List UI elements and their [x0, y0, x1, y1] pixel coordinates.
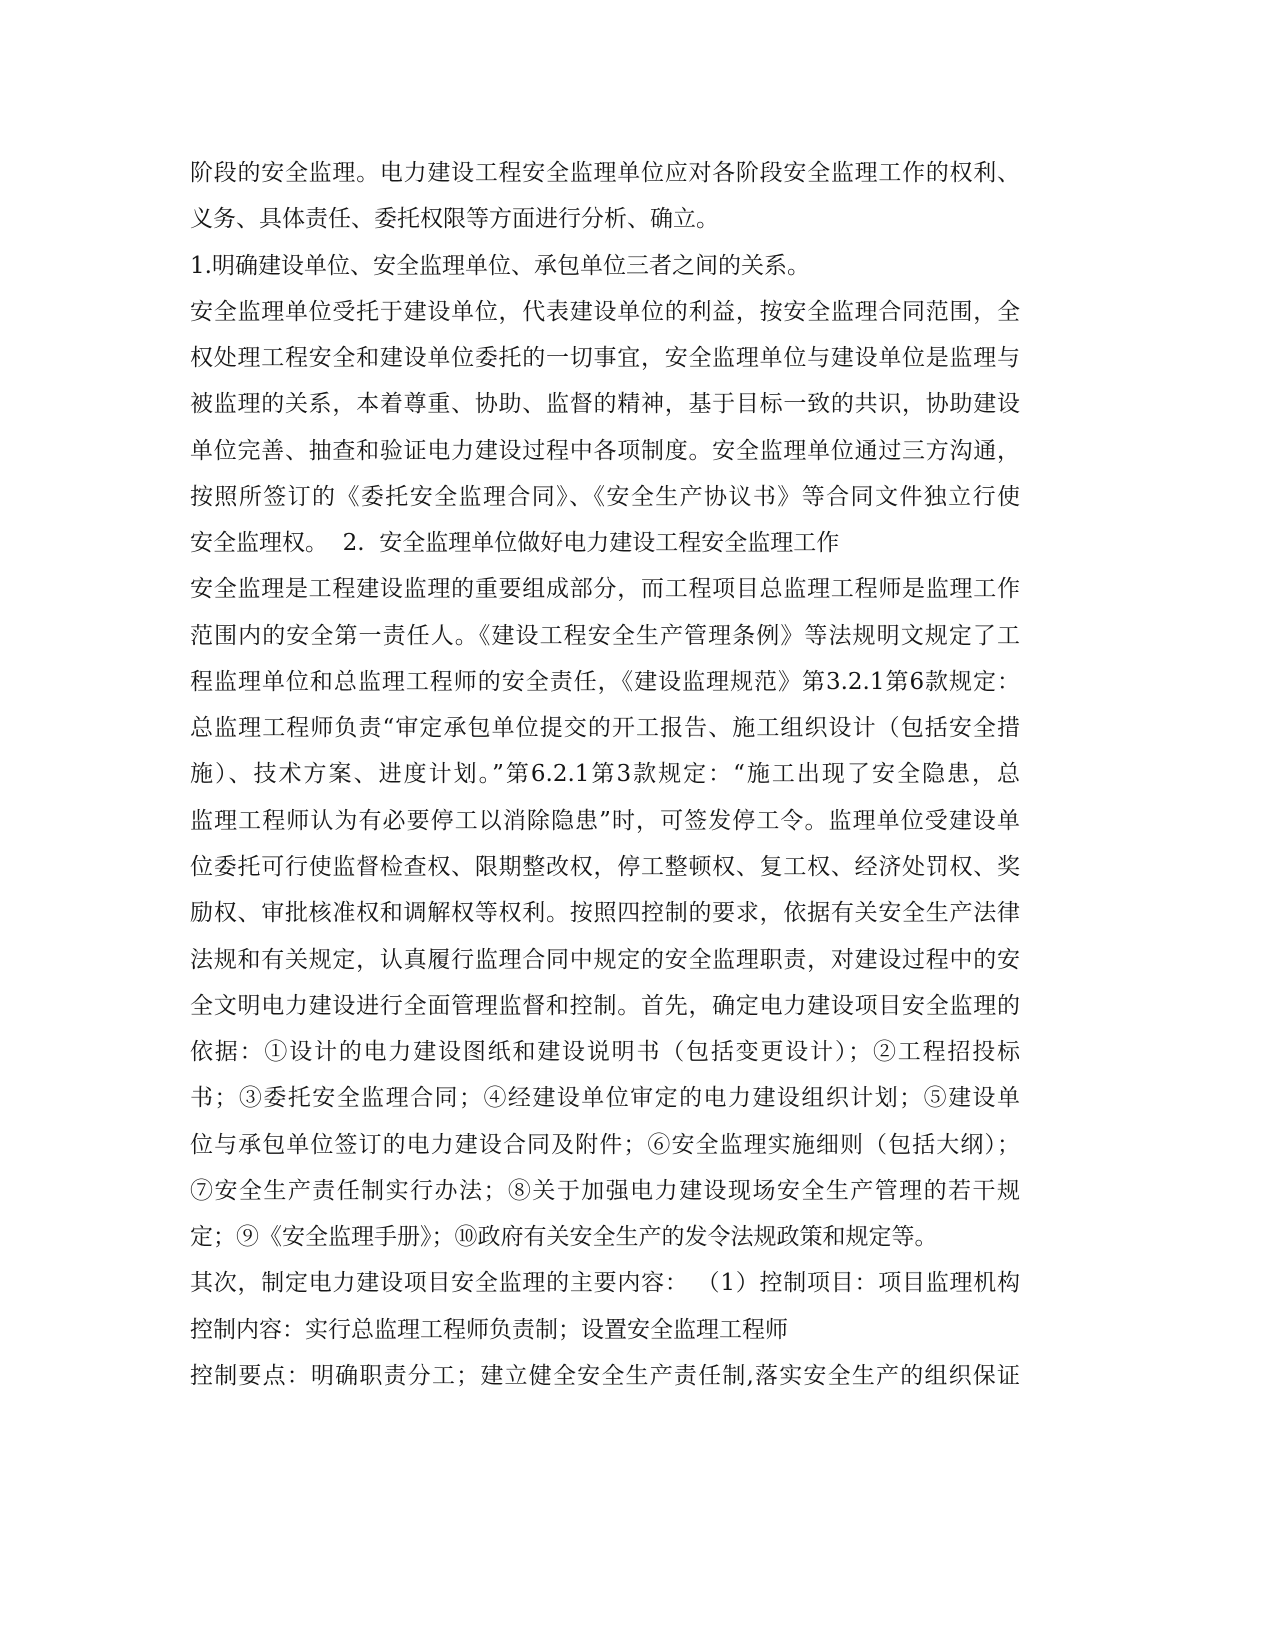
text-line: 控制要点：明确职责分工；建立健全安全生产责任制,落实安全生产的组织保证 — [190, 1362, 1020, 1389]
section-heading: 1.明确建设单位、安全监理单位、承包单位三者之间的关系。 — [190, 252, 810, 279]
text-line: 义务、具体责任、委托权限等方面进行分析、确立。 — [190, 206, 719, 233]
text-line: 按照所签订的《委托安全监理合同》、《安全生产协议书》等合同文件独立行使 — [190, 483, 1020, 510]
text-line: 权处理工程安全和建设单位委托的一切事宜，安全监理单位与建设单位是监理与 — [190, 345, 1020, 372]
text-line: 程监理单位和总监理工程师的安全责任，《建设监理规范》第3.2.1第6款规定： — [190, 668, 1020, 695]
text-line: 定；⑨《安全监理手册》；⑩政府有关安全生产的发令法规政策和规定等。 — [190, 1224, 938, 1251]
text-line: 位与承包单位签订的电力建设合同及附件；⑥安全监理实施细则（包括大纲）； — [190, 1131, 1020, 1158]
text-line: 安全监理是工程建设监理的重要组成部分，而工程项目总监理工程师是监理工作 — [190, 576, 1020, 603]
text-line: 位委托可行使监督检查权、限期整改权，停工整顿权、复工权、经济处罚权、奖 — [190, 853, 1020, 880]
text-line: 依据：①设计的电力建设图纸和建设说明书（包括变更设计）；②工程招投标 — [190, 1039, 1020, 1066]
text-line: 法规和有关规定，认真履行监理合同中规定的安全监理职责，对建设过程中的安 — [190, 946, 1020, 973]
text-line: 安全监理权。 2. 安全监理单位做好电力建设工程安全监理工作 — [190, 530, 840, 557]
text-line: 全文明电力建设进行全面管理监督和控制。首先，确定电力建设项目安全监理的 — [190, 992, 1020, 1019]
text-line: 施）、技术方案、进度计划。”第6.2.1第3款规定：“施工出现了安全隐患，总 — [190, 761, 1020, 788]
text-line: 书；③委托安全监理合同；④经建设单位审定的电力建设组织计划；⑤建设单 — [190, 1085, 1020, 1112]
body-text — [190, 150, 1020, 1399]
text-line: 单位完善、抽查和验证电力建设过程中各项制度。安全监理单位通过三方沟通， — [190, 437, 1020, 464]
text-line: 总监理工程师负责“审定承包单位提交的开工报告、施工组织设计（包括安全措 — [190, 715, 1020, 742]
text-line: 阶段的安全监理。电力建设工程安全监理单位应对各阶段安全监理工作的权利、 — [190, 160, 1020, 186]
text-line: 监理工程师认为有必要停工以消除隐患”时，可签发停工令。监理单位受建设单 — [190, 807, 1020, 834]
text-line: 其次，制定电力建设项目安全监理的主要内容： （1）控制项目：项目监理机构 — [190, 1270, 1020, 1297]
text-line: 安全监理单位受托于建设单位，代表建设单位的利益，按安全监理合同范围，全 — [190, 298, 1020, 325]
text-line: 范围内的安全第一责任人。《建设工程安全生产管理条例》等法规明文规定了工 — [190, 622, 1020, 649]
text-line: 励权、审批核准权和调解权等权利。按照四控制的要求，依据有关安全生产法律 — [190, 900, 1020, 927]
text-line: 被监理的关系，本着尊重、协助、监督的精神，基于目标一致的共识，协助建设 — [190, 391, 1020, 418]
text-line: 控制内容：实行总监理工程师负责制；设置安全监理工程师 — [190, 1316, 788, 1343]
text-line: ⑦安全生产责任制实行办法；⑧关于加强电力建设现场安全生产管理的若干规 — [190, 1177, 1020, 1204]
